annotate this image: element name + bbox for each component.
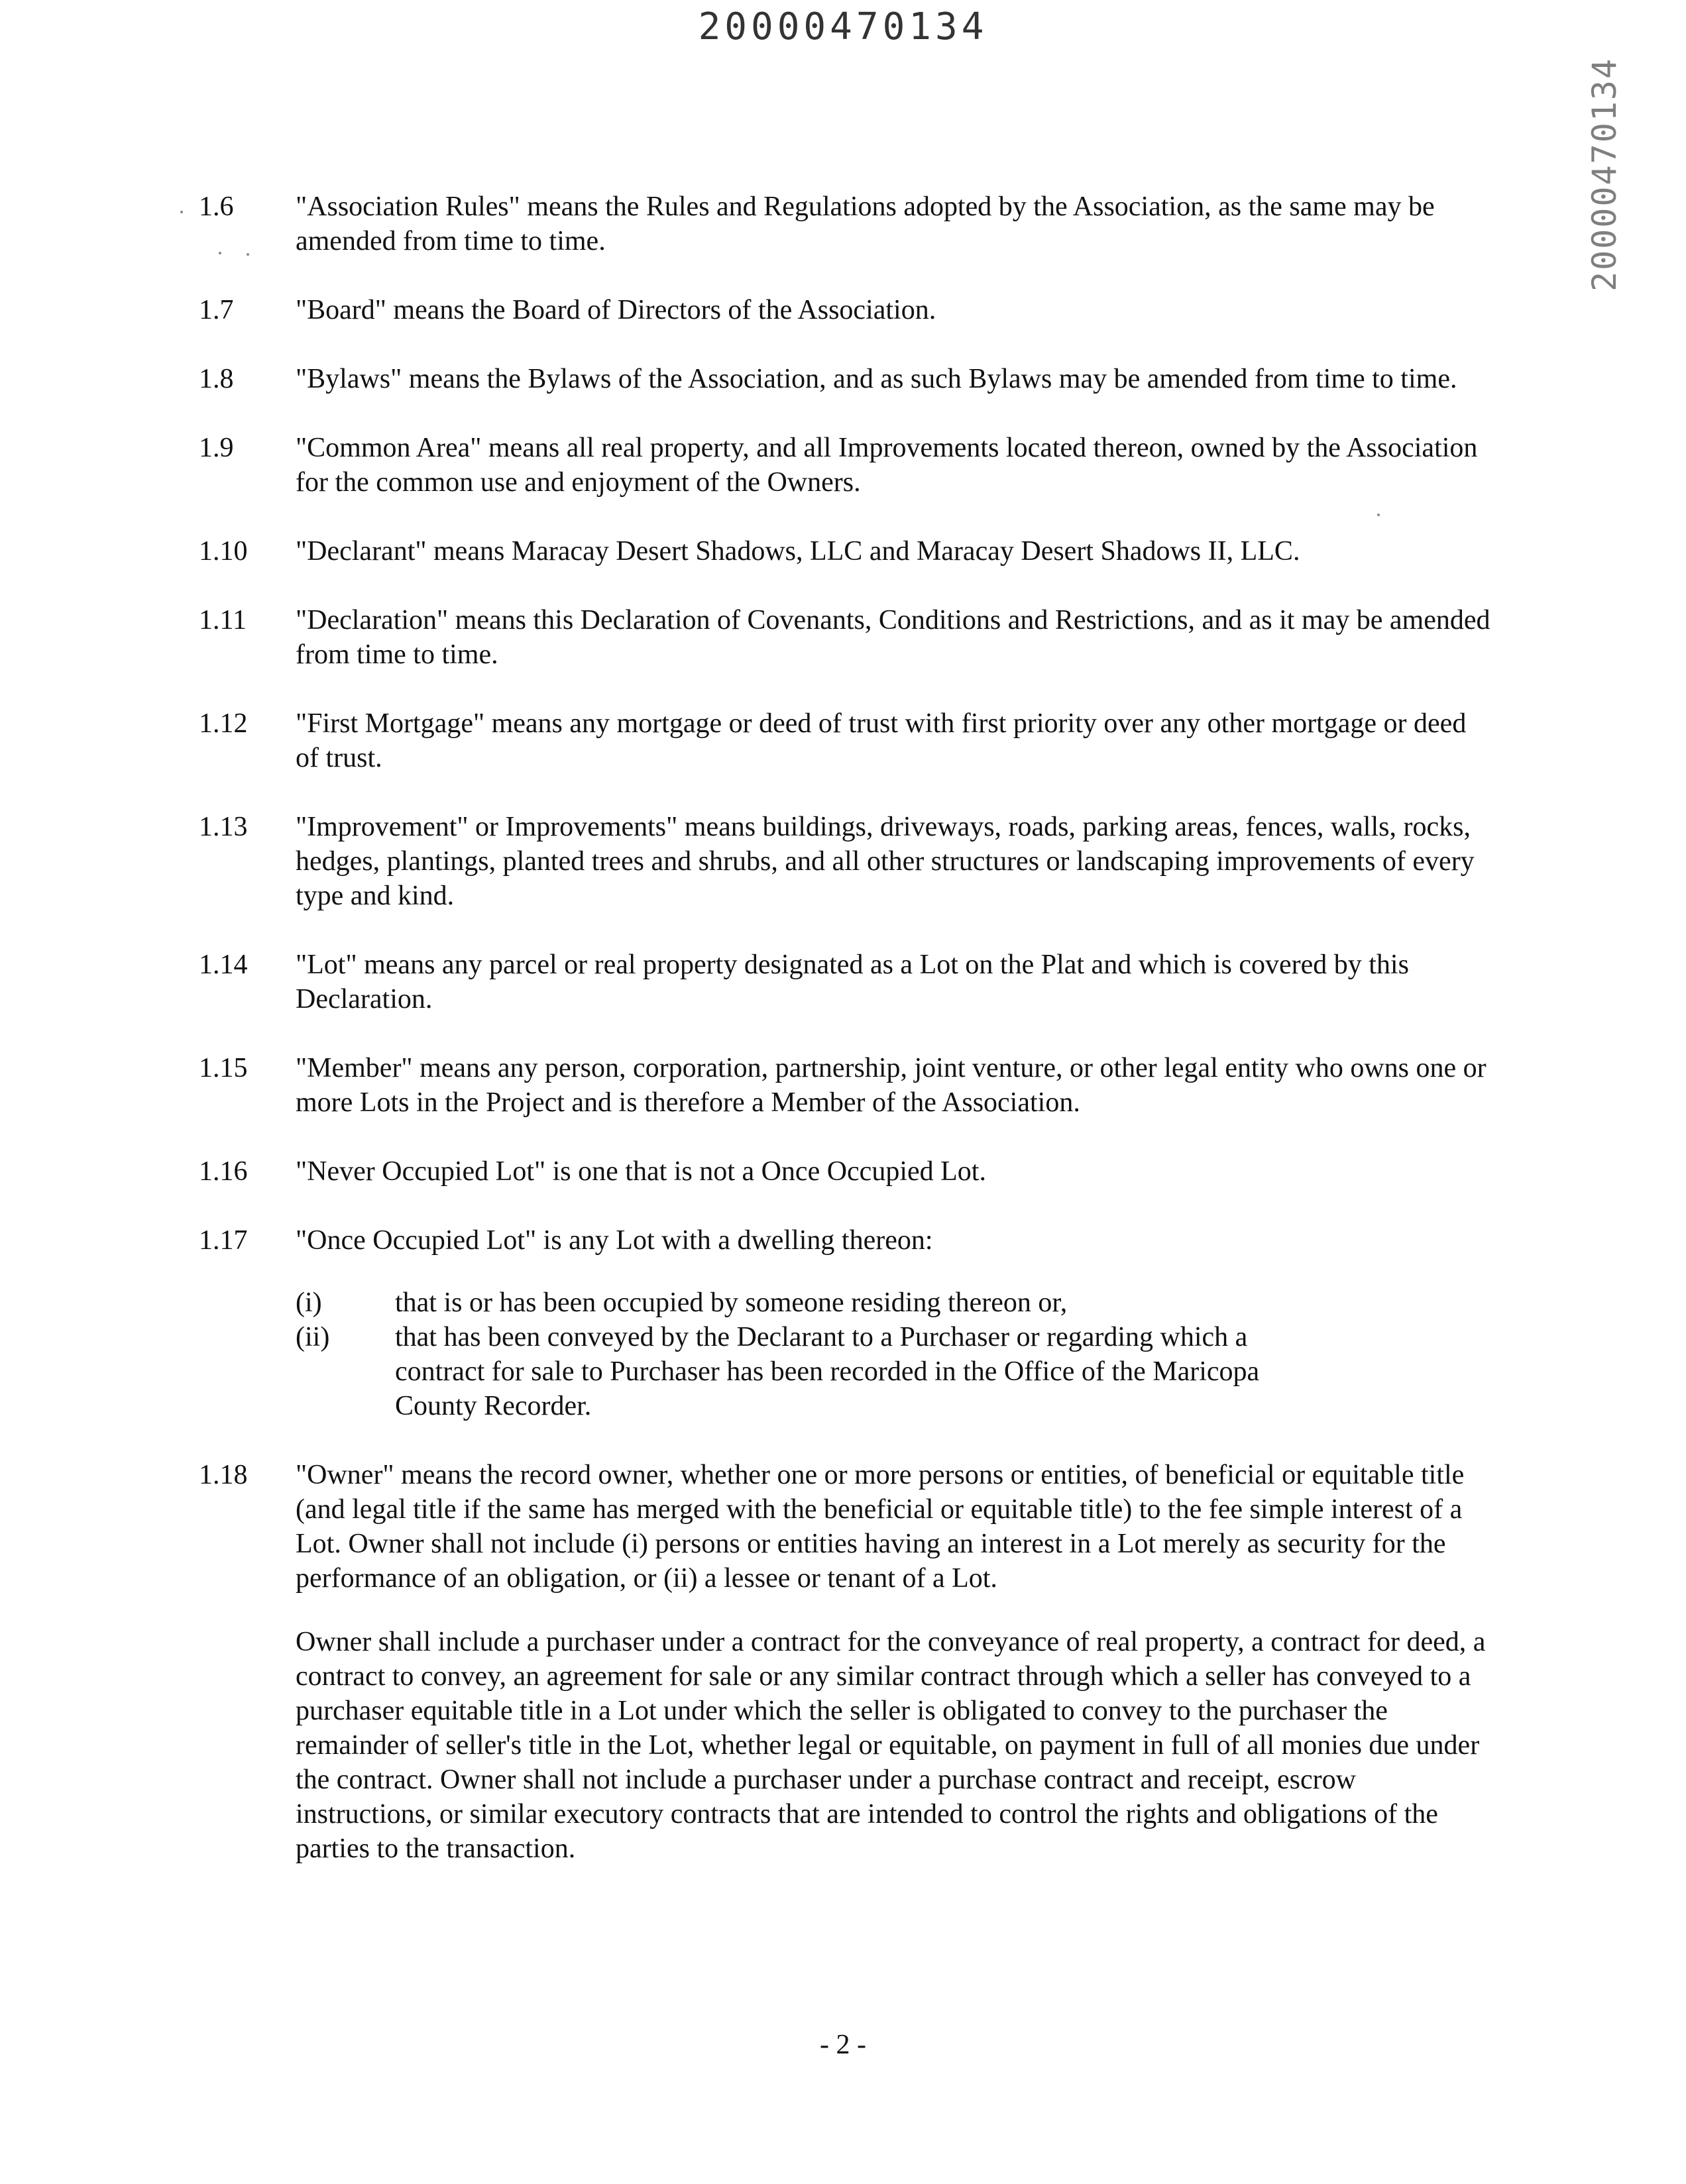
clause-1-8 xyxy=(199,362,1491,396)
clause-text: "Declarant" means Maracay Desert Shadows, LLC and Maracay Desert Shadows II, LLC. xyxy=(296,536,1300,567)
subitem-marker: (ii) xyxy=(296,1322,330,1352)
clause-1-17 xyxy=(199,1223,1491,1258)
clause-1-18-paragraph-2: Owner shall include a purchaser under a contract for the conveyance of real property, a contract for deed, a contract to convey, an agreement for sale or any similar contract through which a seller has conveyed to a purchaser equitable title in a Lot under which the seller is obligated to convey to the purchaser the remainder of seller's title in the Lot, whether legal or equitable, on payment in full of all monies due under the contract. Owner shall not include a purchaser under a purchase contract and receipt, escrow instructions, or similar executory contracts that are intended to control the rights and obligations of the parties to the transaction. xyxy=(296,1627,1486,1864)
clause-1-9 xyxy=(199,431,1491,500)
clause-number: 1.17 xyxy=(199,1225,248,1256)
clause-1-6 xyxy=(199,190,1491,258)
clause-1-18 xyxy=(199,1458,1491,1596)
clause-text: "Improvement" or Improvements" means buildings, driveways, roads, parking areas, fences, walls, rocks, hedges, plantings, planted trees and shrubs, and all other structures or landscaping improvements of every type and kind. xyxy=(296,812,1475,911)
clause-number: 1.8 xyxy=(199,364,234,394)
document-body xyxy=(199,190,1491,1866)
clause-1-15 xyxy=(199,1051,1491,1120)
clause-text: "Association Rules" means the Rules and Regulations adopted by the Association, as the same may be amended from time to time. xyxy=(296,191,1435,256)
clause-text: "Never Occupied Lot" is one that is not a Once Occupied Lot. xyxy=(296,1156,986,1187)
subitem xyxy=(296,1285,1491,1320)
clause-text: "Owner" means the record owner, whether one or more persons or entities, of beneficial or equitable title (and legal title if the same has merged with the beneficial or equitable title) to the fee simple interest of a Lot. Owner shall not include (i) persons or entities having an interest in a Lot merely as security for the performance of an obligation, or (ii) a lessee or tenant of a Lot. xyxy=(296,1460,1465,1594)
clause-1-14 xyxy=(199,948,1491,1016)
clause-number: 1.16 xyxy=(199,1156,248,1187)
clause-number: 1.9 xyxy=(199,433,234,463)
clause-text: "Common Area" means all real property, and all Improvements located thereon, owned by the Association for the common use and enjoyment of the Owners. xyxy=(296,433,1478,498)
clause-1-17-subitems xyxy=(296,1285,1491,1423)
document-number: 20000470134 xyxy=(698,5,988,48)
clause-1-16 xyxy=(199,1154,1491,1189)
clause-1-11 xyxy=(199,603,1491,672)
clause-number: 1.10 xyxy=(199,536,248,567)
clause-text: "Bylaws" means the Bylaws of the Association, and as such Bylaws may be amended from time to time. xyxy=(296,364,1457,394)
clause-text: "Member" means any person, corporation, partnership, joint venture, or other legal entity who owns one or more Lots in the Project and is therefore a Member of the Association. xyxy=(296,1053,1487,1118)
clause-number: 1.18 xyxy=(199,1460,248,1490)
clause-text: "Declaration" means this Declaration of Covenants, Conditions and Restrictions, and as it may be amended from time to time. xyxy=(296,605,1490,670)
clause-text: "First Mortgage" means any mortgage or deed of trust with first priority over any other mortgage or deed of trust. xyxy=(296,708,1467,773)
clause-1-12 xyxy=(199,706,1491,775)
subitem-marker: (i) xyxy=(296,1287,322,1318)
subitem-text: that has been conveyed by the Declarant to a Purchaser or regarding which a contract for sale to Purchaser has been recorded in the Office of the Maricopa County Recorder. xyxy=(395,1322,1260,1421)
clause-number: 1.15 xyxy=(199,1053,248,1083)
clause-number: 1.6 xyxy=(199,191,234,222)
clause-number: 1.7 xyxy=(199,295,234,325)
clause-number: 1.11 xyxy=(199,605,247,635)
clause-1-7 xyxy=(199,293,1491,327)
clause-text: "Board" means the Board of Directors of the Association. xyxy=(296,295,936,325)
side-stamp: 20000470134 xyxy=(1585,57,1624,292)
scan-speck xyxy=(180,211,183,213)
subitem xyxy=(296,1320,1491,1423)
clause-number: 1.13 xyxy=(199,812,248,842)
page-number: - 2 - xyxy=(820,2030,866,2060)
clause-number: 1.14 xyxy=(199,950,248,980)
clause-1-13 xyxy=(199,810,1491,913)
subitem-text: that is or has been occupied by someone residing thereon or, xyxy=(395,1287,1068,1318)
clause-number: 1.12 xyxy=(199,708,248,739)
clause-text: "Once Occupied Lot" is any Lot with a dwelling thereon: xyxy=(296,1225,933,1256)
clause-1-10 xyxy=(199,534,1491,569)
clause-text: "Lot" means any parcel or real property designated as a Lot on the Plat and which is covered by this Declaration. xyxy=(296,950,1409,1014)
